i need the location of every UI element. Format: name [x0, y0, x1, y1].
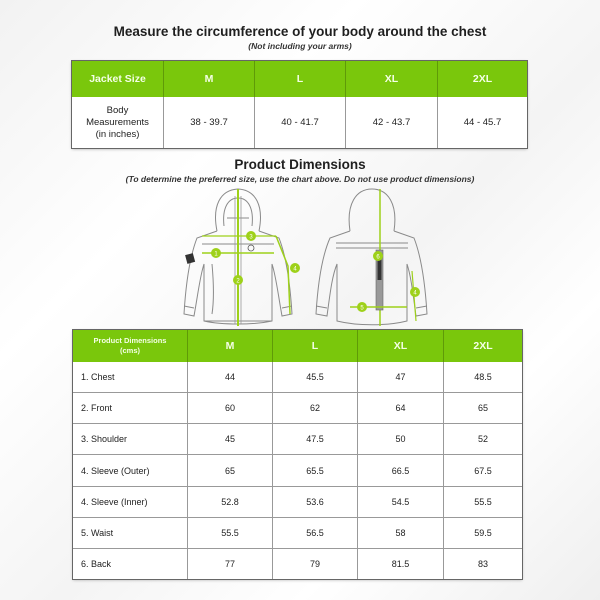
table-row-shoulder — [73, 424, 522, 455]
header-size-xl: XL — [358, 330, 444, 362]
header-product-dimensions — [73, 330, 188, 362]
jacket-front-illustration — [172, 186, 307, 331]
marker-waist-icon — [357, 302, 367, 312]
cell-2xl: 65 — [444, 393, 523, 424]
product-dimensions-subtitle: (To determine the preferred size, use the chart above. Do not use product dimensions) — [125, 174, 475, 184]
marker-inner-sleeve-icon — [410, 287, 420, 297]
cell-2xl: 55.5 — [444, 486, 523, 517]
cell-2xl: 59.5 — [444, 517, 523, 548]
row-label: 6. Back — [73, 548, 188, 579]
cell-xl: 50 — [358, 424, 444, 455]
header-line: Product Dimensions — [93, 336, 167, 346]
cell-xl: 64 — [358, 393, 444, 424]
cell-xl: 81.5 — [358, 548, 444, 579]
body-value-m: 38 - 39.7 — [164, 97, 255, 148]
cell-m: 45 — [188, 424, 273, 455]
svg-text:5: 5 — [360, 305, 364, 312]
cell-m: 44 — [188, 362, 273, 393]
dimensions-header-row — [73, 330, 522, 362]
marker-front-icon — [233, 275, 243, 285]
table-row-sleeve-inner — [73, 486, 522, 517]
body-size-table — [72, 61, 527, 148]
cell-2xl: 67.5 — [444, 455, 523, 486]
header-size-l: L — [255, 61, 346, 97]
cell-m: 52.8 — [188, 486, 273, 517]
row-label: 1. Chest — [73, 362, 188, 393]
row-label: 4. Sleeve (Inner) — [73, 486, 188, 517]
header-size-m: M — [164, 61, 255, 97]
body-value-xl: 42 - 43.7 — [346, 97, 438, 148]
cell-xl: 47 — [358, 362, 444, 393]
cell-m: 60 — [188, 393, 273, 424]
cell-xl: 58 — [358, 517, 444, 548]
cell-l: 79 — [273, 548, 358, 579]
cell-l: 62 — [273, 393, 358, 424]
cell-l: 45.5 — [273, 362, 358, 393]
cell-2xl: 48.5 — [474, 372, 492, 383]
body-value-l: 40 - 41.7 — [255, 97, 346, 148]
row-label: 4. Sleeve (Outer) — [73, 455, 188, 486]
page-title: Measure the circumference of your body around the chest — [113, 24, 487, 39]
header-line: (cms) — [119, 346, 140, 356]
row-label: 5. Waist — [73, 517, 188, 548]
body-size-header-row — [72, 61, 527, 97]
header-size-xl: XL — [346, 61, 438, 97]
table-row-back — [73, 548, 522, 579]
cell-2xl: 83 — [444, 548, 523, 579]
cell-m: 77 — [188, 548, 273, 579]
body-measurement-row — [72, 97, 527, 148]
header-size-2xl: 2XL — [438, 61, 528, 97]
cell-l: 65.5 — [273, 455, 358, 486]
product-dimensions-table — [73, 330, 522, 579]
label-line: Measurements — [86, 116, 149, 128]
body-value-2xl: 44 - 45.7 — [463, 116, 502, 128]
cell-xl: 54.5 — [358, 486, 444, 517]
marker-sleeve-icon — [290, 263, 300, 273]
body-measurement-label — [72, 97, 164, 148]
table-row-front — [73, 393, 522, 424]
svg-text:6: 6 — [376, 254, 380, 261]
table-row-sleeve-outer — [73, 455, 522, 486]
marker-shoulder-icon — [246, 231, 256, 241]
table-row-waist — [73, 517, 522, 548]
cell-l: 47.5 — [273, 424, 358, 455]
svg-text:2: 2 — [236, 278, 240, 285]
jacket-back-illustration — [302, 186, 437, 331]
page-subtitle: (Not including your arms) — [248, 41, 352, 51]
cell-l: 53.6 — [273, 486, 358, 517]
cell-l: 56.5 — [273, 517, 358, 548]
cell-m: 65 — [188, 455, 273, 486]
marker-chest-icon — [211, 248, 221, 258]
label-line: (in inches) — [95, 128, 140, 140]
svg-text:3: 3 — [249, 234, 253, 241]
row-label: 2. Front — [73, 393, 188, 424]
marker-back-icon — [373, 251, 383, 261]
cell-xl: 66.5 — [358, 455, 444, 486]
svg-text:4: 4 — [413, 290, 417, 297]
row-label: 3. Shoulder — [73, 424, 188, 455]
header-jacket-size: Jacket Size — [72, 61, 164, 97]
svg-text:1: 1 — [214, 251, 218, 258]
cell-2xl: 52 — [444, 424, 523, 455]
table-row-chest — [73, 362, 522, 393]
label-line: Body — [106, 104, 129, 116]
product-dimensions-title: Product Dimensions — [234, 157, 366, 172]
header-size-2xl: 2XL — [444, 330, 523, 362]
svg-text:4: 4 — [293, 266, 297, 273]
cell-m: 55.5 — [188, 517, 273, 548]
header-size-m: M — [188, 330, 273, 362]
header-size-l: L — [273, 330, 358, 362]
